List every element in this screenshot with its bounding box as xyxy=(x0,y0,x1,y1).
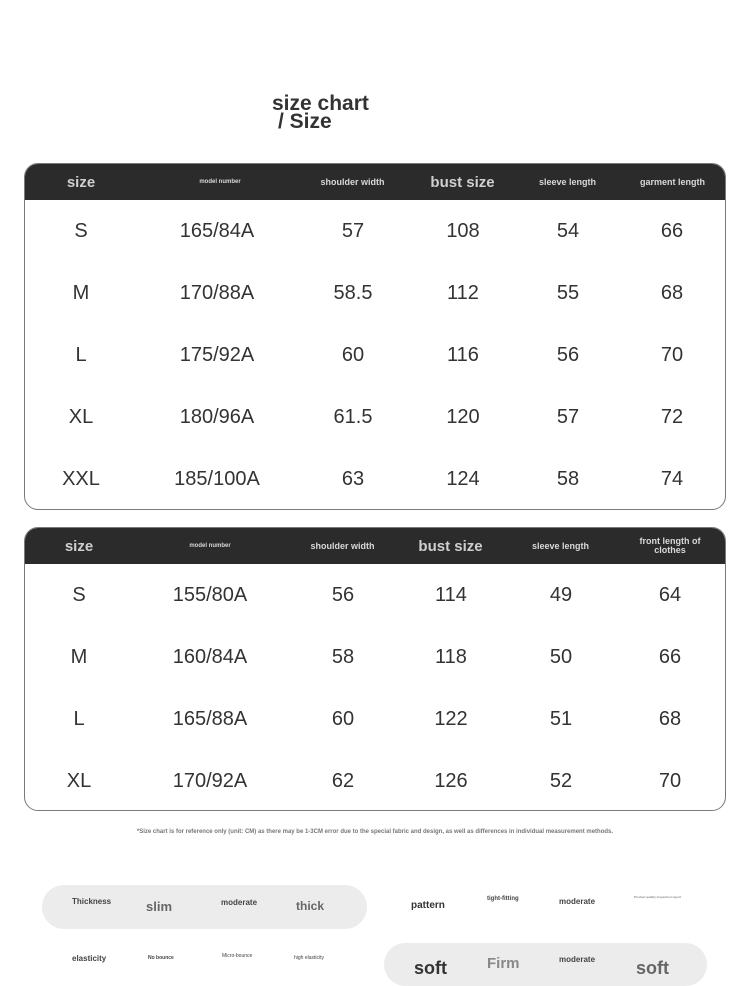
size-table-1 xyxy=(24,163,726,510)
cell-model-number: 170/92A xyxy=(172,769,248,792)
table-row xyxy=(25,386,725,448)
cell-front-length: 66 xyxy=(658,645,682,668)
cell-shoulder-width: 57 xyxy=(341,219,365,242)
cell-size: XL xyxy=(66,769,92,792)
cell-size: XXL xyxy=(62,467,100,490)
elasticity-label: elasticity xyxy=(72,954,107,963)
header-bust-size: bust size xyxy=(430,173,495,191)
cell-sleeve-length: 54 xyxy=(556,219,580,242)
cell-shoulder-width: 60 xyxy=(331,707,355,730)
size-disclaimer: *Size chart is for reference only (unit: CM) as there may be 1-3CM error due to the special fabric and design, as well as differences in individual measurement methods. xyxy=(136,829,614,835)
cell-front-length: 70 xyxy=(658,769,682,792)
cell-shoulder-width: 58.5 xyxy=(333,281,373,304)
thickness-option-moderate: moderate xyxy=(221,898,258,907)
cell-sleeve-length: 52 xyxy=(549,769,573,792)
cell-sleeve-length: 56 xyxy=(556,343,580,366)
table-row xyxy=(25,262,725,324)
cell-model-number: 170/88A xyxy=(179,281,255,304)
cell-bust-size: 114 xyxy=(435,583,467,606)
elasticity-option-no-bounce: No bounce xyxy=(148,955,174,961)
cell-model-number: 165/88A xyxy=(172,707,248,730)
softness-option-soft: soft xyxy=(414,958,447,978)
cell-size: M xyxy=(72,281,90,304)
cell-shoulder-width: 63 xyxy=(341,467,365,490)
table-row xyxy=(25,448,725,510)
size-chart-subtitle: / Size xyxy=(278,110,332,133)
header-sleeve-length: sleeve length xyxy=(538,176,597,187)
header-model-number: model number xyxy=(189,542,231,549)
cell-bust-size: 116 xyxy=(447,343,479,366)
table-row xyxy=(25,200,725,262)
table-row xyxy=(25,564,725,626)
header-size: size xyxy=(64,537,94,555)
cell-garment-length: 74 xyxy=(660,467,684,490)
cell-sleeve-length: 50 xyxy=(549,645,573,668)
thickness-option-thick: thick xyxy=(296,899,325,913)
cell-sleeve-length: 55 xyxy=(556,281,580,304)
cell-garment-length: 70 xyxy=(660,343,684,366)
header-sleeve-length: sleeve length xyxy=(531,540,590,551)
pattern-option-report: Product quality inspection report xyxy=(634,895,682,899)
header-model-number: model number xyxy=(199,178,241,185)
cell-garment-length: 66 xyxy=(660,219,684,242)
cell-bust-size: 124 xyxy=(446,467,480,490)
header-shoulder-width: shoulder width xyxy=(310,540,375,551)
elasticity-option-micro-bounce: Micro-bounce xyxy=(222,953,253,959)
cell-model-number: 155/80A xyxy=(172,583,248,606)
size-chart-title: size chart xyxy=(272,92,369,115)
pattern-option-tight-fitting: tight-fitting xyxy=(487,896,519,902)
cell-shoulder-width: 61.5 xyxy=(333,405,373,428)
cell-bust-size: 118 xyxy=(435,645,467,668)
cell-sleeve-length: 57 xyxy=(556,405,580,428)
cell-bust-size: 112 xyxy=(447,281,479,304)
softness-option-firm: Firm xyxy=(487,955,520,972)
cell-shoulder-width: 56 xyxy=(331,583,355,606)
table-row xyxy=(25,626,725,688)
cell-shoulder-width: 60 xyxy=(341,343,365,366)
cell-sleeve-length: 51 xyxy=(549,707,573,730)
elasticity-option-high-elasticity: high elasticity xyxy=(294,955,325,961)
cell-bust-size: 126 xyxy=(434,769,468,792)
size-table-2 xyxy=(24,527,726,811)
cell-model-number: 160/84A xyxy=(172,645,248,668)
cell-sleeve-length: 49 xyxy=(549,583,573,606)
table-row xyxy=(25,688,725,750)
cell-size: XL xyxy=(68,405,94,428)
header-front-length: front length of clothes xyxy=(639,536,701,555)
header-size: size xyxy=(66,173,96,191)
cell-size: L xyxy=(75,343,87,366)
cell-shoulder-width: 58 xyxy=(331,645,355,668)
cell-size: M xyxy=(70,645,88,668)
cell-size: S xyxy=(74,219,88,242)
thickness-option-slim: slim xyxy=(146,899,173,914)
header-shoulder-width: shoulder width xyxy=(320,176,385,187)
cell-model-number: 175/92A xyxy=(179,343,255,366)
cell-size: L xyxy=(73,707,85,730)
cell-front-length: 68 xyxy=(658,707,682,730)
cell-sleeve-length: 58 xyxy=(556,467,580,490)
cell-model-number: 185/100A xyxy=(174,467,260,490)
pattern-label: pattern xyxy=(411,900,445,911)
cell-model-number: 180/96A xyxy=(179,405,255,428)
pattern-option-moderate: moderate xyxy=(559,897,596,906)
table-row xyxy=(25,324,725,386)
cell-bust-size: 120 xyxy=(446,405,480,428)
cell-garment-length: 72 xyxy=(660,405,684,428)
softness-option-soft-2: soft xyxy=(636,958,669,978)
cell-bust-size: 122 xyxy=(434,707,468,730)
table-header xyxy=(25,528,725,564)
header-bust-size: bust size xyxy=(418,537,483,555)
table-header xyxy=(25,164,725,200)
title-block xyxy=(270,92,450,132)
header-garment-length: garment length xyxy=(640,176,706,187)
cell-front-length: 64 xyxy=(658,583,682,606)
cell-size: S xyxy=(72,583,86,606)
cell-model-number: 165/84A xyxy=(179,219,255,242)
softness-option-moderate: moderate xyxy=(559,955,596,964)
cell-bust-size: 108 xyxy=(446,219,480,242)
table-row xyxy=(25,750,725,811)
thickness-label: Thickness xyxy=(72,897,112,906)
cell-garment-length: 68 xyxy=(660,281,684,304)
cell-shoulder-width: 62 xyxy=(331,769,355,792)
